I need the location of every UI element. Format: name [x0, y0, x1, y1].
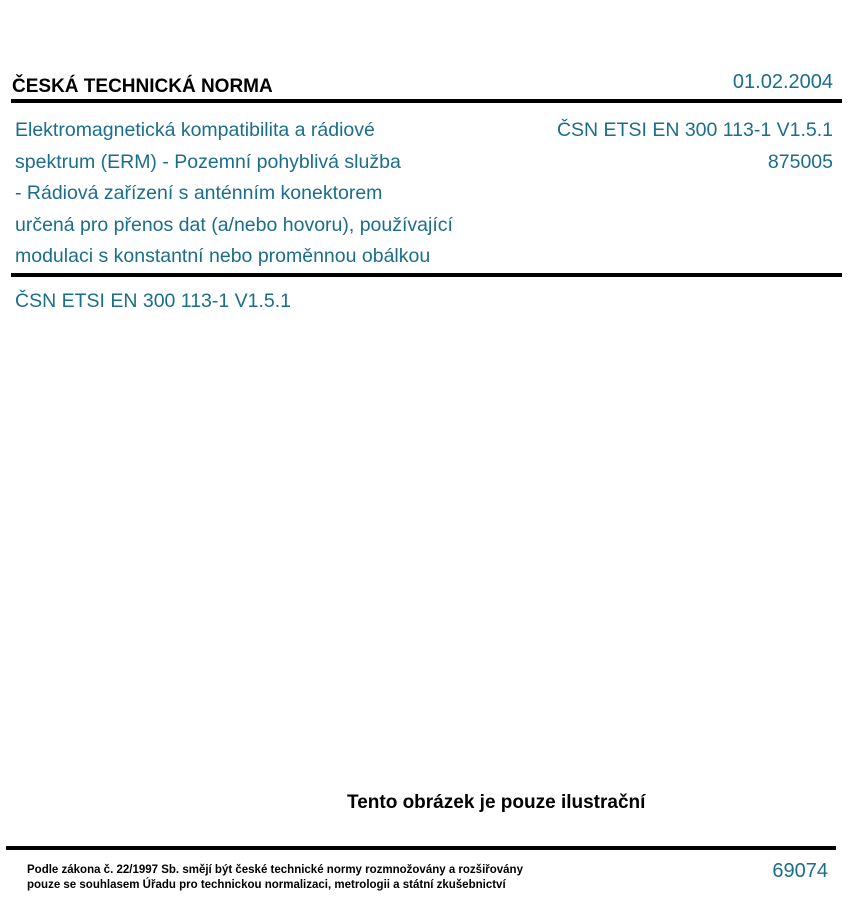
publication-date: 01.02.2004: [732, 71, 833, 93]
standard-title-line: - Rádiová zařízení s anténním konektorem: [15, 182, 383, 204]
standard-title-line: určená pro přenos dat (a/nebo hovoru), používající: [15, 213, 453, 236]
legal-notice-line: pouze se souhlasem Úřadu pro technickou normalizaci, metrologii a státní zkušebnictví: [27, 879, 506, 891]
standard-title-line: Elektromagnetická kompatibilita a rádiové: [15, 119, 375, 141]
class-number: 875005: [767, 150, 833, 173]
standard-code-repeat: ČSN ETSI EN 300 113-1 V1.5.1: [15, 290, 292, 312]
header-divider: [11, 99, 842, 103]
standard-identifiers: [557, 115, 833, 178]
standard-code: ČSN ETSI EN 300 113-1 V1.5.1: [556, 119, 833, 141]
title-divider: [11, 273, 842, 277]
catalog-number: 69074: [772, 860, 828, 882]
document-type-heading: ČESKÁ TECHNICKÁ NORMA: [12, 76, 273, 97]
standard-title-line: modulaci s konstantní nebo proměnnou obálkou: [15, 245, 431, 267]
legal-notice: [27, 863, 523, 893]
illustration-notice: Tento obrázek je pouze ilustrační: [347, 792, 646, 813]
footer-divider: [6, 846, 836, 850]
standard-title-line: spektrum (ERM) - Pozemní pohyblivá služba: [15, 150, 401, 173]
legal-notice-line: Podle zákona č. 22/1997 Sb. smějí být české technické normy rozmnožovány a rozšiřovány: [27, 864, 523, 876]
standard-title: [15, 115, 515, 273]
